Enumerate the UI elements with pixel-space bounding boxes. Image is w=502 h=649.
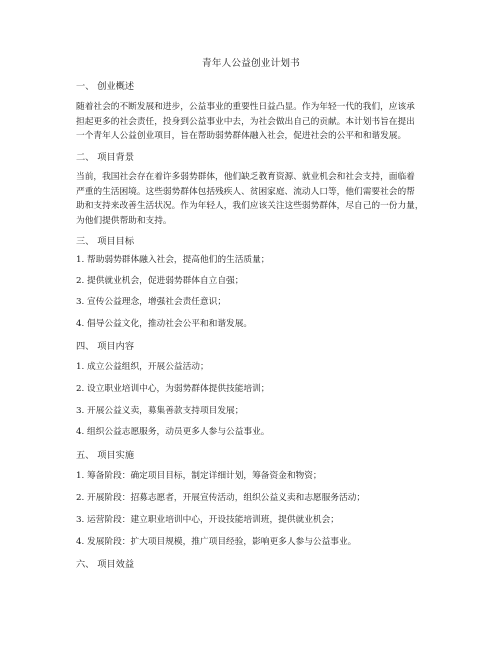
list-item: 2. 设立职业培训中心，为弱势群体提供技能培训； xyxy=(76,384,270,394)
section-heading-benefits: 六、 项目效益 xyxy=(76,559,135,570)
list-item: 3. 开展公益义卖，募集善款支持项目发展； xyxy=(76,406,244,416)
paragraph-line: 助和支持来改善生活状况。作为年轻人，我们应该关注这些弱势群体，尽自己的一份力量， xyxy=(76,201,424,211)
section-heading-content: 四、 项目内容 xyxy=(76,341,135,352)
list-item: 4. 倡导公益文化，推动社会公平和和谐发展。 xyxy=(76,319,253,329)
list-item: 1. 筹备阶段：确定项目目标，制定详细计划，筹备资金和物资； xyxy=(76,471,322,481)
list-item: 1. 帮助弱势群体融入社会，提高他们的生活质量； xyxy=(76,255,270,265)
paragraph-line: 为他们提供帮助和支持。 xyxy=(76,215,172,226)
list-item: 3. 运营阶段：建立职业培训中心，开设技能培训班，提供就业机会； xyxy=(76,515,339,525)
list-item: 4. 发展阶段：扩大项目规模，推广项目经验，影响更多人参与公益事业。 xyxy=(76,537,357,547)
section-heading-implementation: 五、 项目实施 xyxy=(76,450,135,461)
list-item: 2. 开展阶段：招募志愿者，开展宣传活动，组织公益义卖和志愿服务活动； xyxy=(76,493,366,503)
paragraph-line: 一个青年人公益创业项目，旨在帮助弱势群体融入社会，促进社会的公平和和谐发展。 xyxy=(76,131,407,141)
document-title: 青年人公益创业计划书 xyxy=(202,58,300,69)
paragraph-line: 随着社会的不断发展和进步，公益事业的重要性日益凸显。作为年轻一代的我们，应该承 xyxy=(76,102,415,112)
paragraph-line: 严重的生活困境。这些弱势群体包括残疾人、贫困家庭、流动人口等，他们需要社会的帮 xyxy=(76,186,415,197)
section-heading-background: 二、 项目背景 xyxy=(76,152,135,163)
list-item: 1. 成立公益组织，开展公益活动； xyxy=(76,362,209,372)
list-item: 4. 组织公益志愿服务，动员更多人参与公益事业。 xyxy=(76,427,270,437)
section-heading-overview: 一、 创业概述 xyxy=(76,81,135,92)
paragraph-line: 当前，我国社会存在着许多弱势群体，他们缺乏教育资源、就业机会和社会支持，面临着 xyxy=(76,172,415,182)
paragraph-line: 担起更多的社会责任，投身到公益事业中去，为社会做出自己的贡献。本计划书旨在提出 xyxy=(76,116,415,127)
list-item: 2. 提供就业机会，促进弱势群体自立自强； xyxy=(76,276,244,286)
list-item: 3. 宣传公益理念，增强社会责任意识； xyxy=(76,297,227,307)
section-paragraph-background xyxy=(76,170,436,228)
section-paragraph-overview xyxy=(76,100,436,144)
section-heading-goals: 三、 项目目标 xyxy=(76,236,135,247)
